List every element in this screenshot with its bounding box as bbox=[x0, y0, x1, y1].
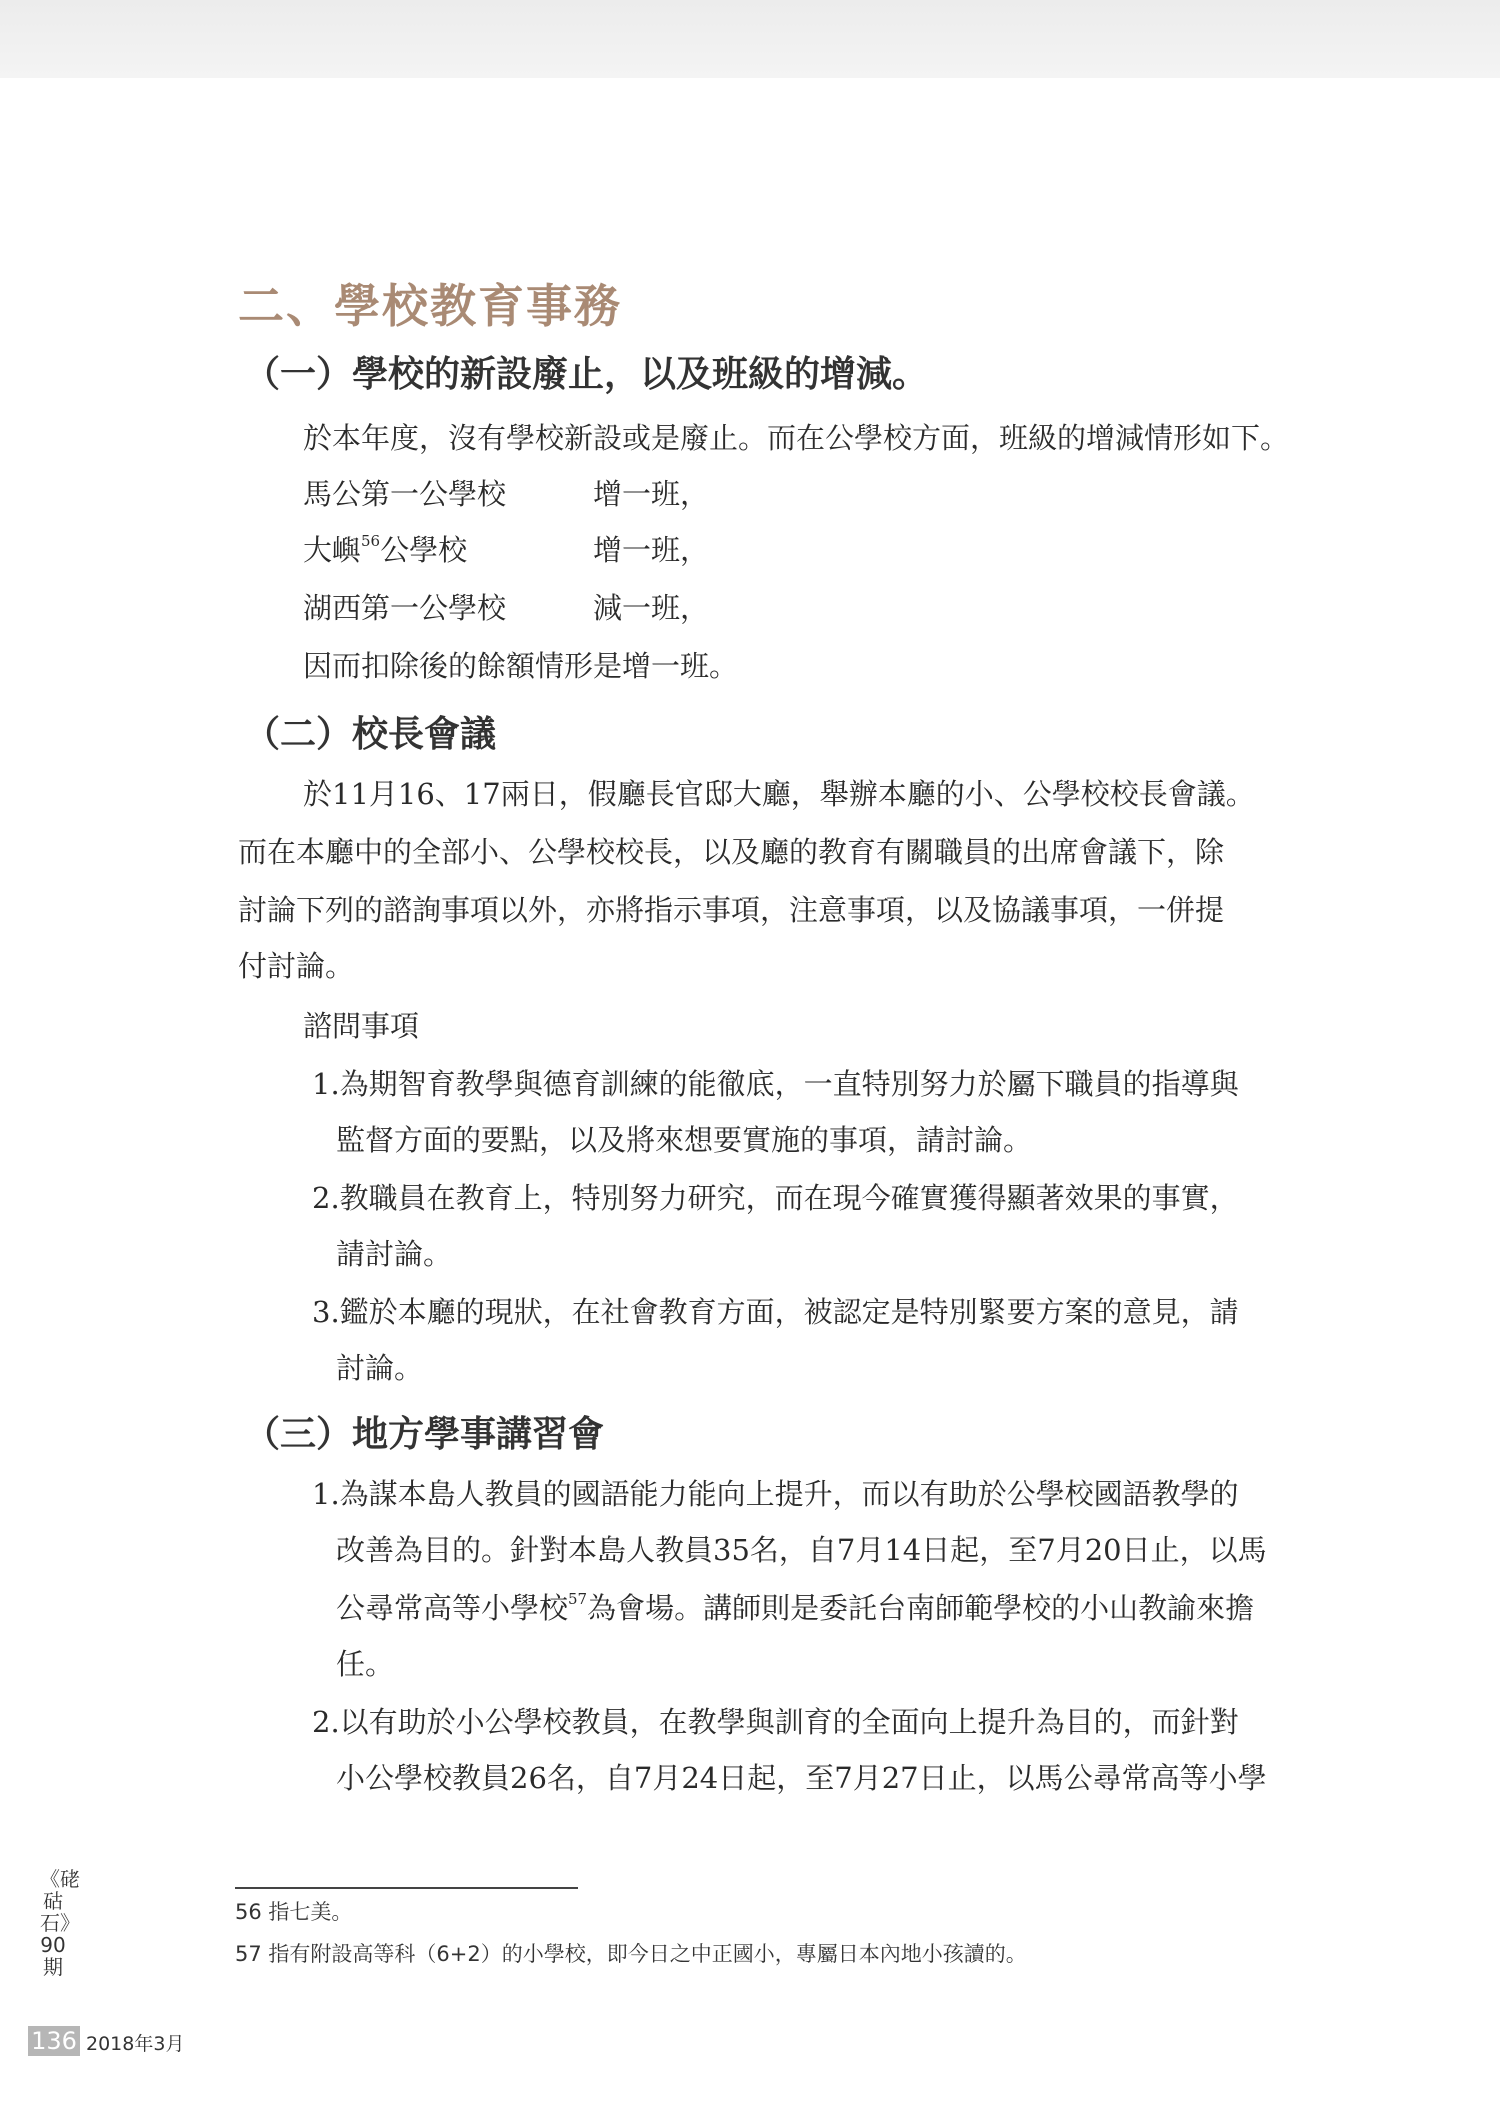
seminar-text: 為會場。講師則是委託台南師範學校的小山教諭來擔 bbox=[587, 1591, 1255, 1625]
sub3-heading: （三）地方學事講習會 bbox=[244, 1414, 605, 1455]
school-name bbox=[303, 530, 593, 570]
school-name: 馬公第一公學校 bbox=[303, 477, 507, 511]
sub2-para-line: 付討論。 bbox=[238, 949, 355, 983]
sub2-heading: （二）校長會議 bbox=[244, 714, 497, 755]
class-change: 增一班， bbox=[593, 477, 710, 511]
sub2-para-line: 討論下列的諮詢事項以外，亦將指示事項，注意事項，以及協議事項，一併提 bbox=[238, 893, 1225, 927]
class-change: 增一班， bbox=[593, 533, 710, 567]
sub1-intro: 於本年度，沒有學校新設或是廢止。而在公學校方面，班級的增減情形如下。 bbox=[303, 421, 1290, 455]
seminar-item-line: 改善為目的。針對本島人教員35名，自7月14日起，至7月20日止，以馬 bbox=[336, 1533, 1267, 1567]
page-number: 136 bbox=[28, 2026, 80, 2056]
footnote-ref-57: 57 bbox=[568, 1590, 588, 1608]
seminar-item-line: 1.為謀本島人教員的國語能力能向上提升，而以有助於公學校國語教學的 bbox=[312, 1477, 1239, 1511]
consultation-item-line: 討論。 bbox=[336, 1351, 424, 1385]
page-date: 2018年3月 bbox=[86, 2033, 185, 2055]
seminar-item-line: 任。 bbox=[336, 1647, 395, 1681]
school-name-part: 大嶼 bbox=[303, 533, 362, 567]
class-change-row bbox=[303, 474, 709, 514]
seminar-item-line: 小公學校教員26名，自7月24日起，至7月27日止，以馬公尋常高等小學 bbox=[336, 1761, 1267, 1795]
school-name: 湖西第一公學校 bbox=[303, 591, 507, 625]
consultation-item-line: 監督方面的要點，以及將來想要實施的事項，請討論。 bbox=[336, 1123, 1033, 1157]
sub1-heading: （一）學校的新設廢止，以及班級的增減。 bbox=[244, 354, 929, 395]
class-change-row bbox=[303, 530, 709, 570]
sub2-para-line: 而在本廳中的全部小、公學校校長，以及廳的教育有關職員的出席會議下，除 bbox=[238, 835, 1225, 869]
consultation-item-line: 請討論。 bbox=[336, 1237, 453, 1271]
consultation-item-line: 1.為期智育教學與德育訓練的能徹底，一直特別努力於屬下職員的指導與 bbox=[312, 1067, 1239, 1101]
consultation-item-line: 3.鑑於本廳的現狀，在社會教育方面，被認定是特別緊要方案的意見，請 bbox=[312, 1295, 1239, 1329]
sub1-summary: 因而扣除後的餘額情形是增一班。 bbox=[303, 649, 739, 683]
footnote-divider bbox=[235, 1887, 578, 1889]
seminar-item-line bbox=[336, 1588, 1254, 1628]
seminar-text: 公尋常高等小學校 bbox=[336, 1591, 569, 1625]
journal-side-label: 《硓𥑮石》90期 bbox=[40, 1867, 80, 1979]
footnote-56: 56 指七美。 bbox=[235, 1900, 353, 1924]
consultation-item-line: 2.教職員在教育上，特別努力研究，而在現今確實獲得顯著效果的事實， bbox=[312, 1181, 1239, 1215]
class-change: 減一班， bbox=[593, 591, 710, 625]
class-change-row bbox=[303, 588, 709, 628]
footnote-57: 57 指有附設高等科（6+2）的小學校，即今日之中正國小，專屬日本內地小孩讀的。 bbox=[235, 1942, 1027, 1966]
consultation-title: 諮問事項 bbox=[303, 1009, 420, 1043]
footnote-ref-56: 56 bbox=[361, 532, 381, 550]
seminar-item-line: 2.以有助於小公學校教員，在教學與訓育的全面向上提升為目的，而針對 bbox=[312, 1705, 1239, 1739]
school-name-part: 公學校 bbox=[380, 533, 468, 567]
section-title: 二、學校教育事務 bbox=[238, 279, 622, 333]
sub2-para-line: 於11月16、17兩日，假廳長官邸大廳，舉辦本廳的小、公學校校長會議。 bbox=[303, 777, 1255, 811]
